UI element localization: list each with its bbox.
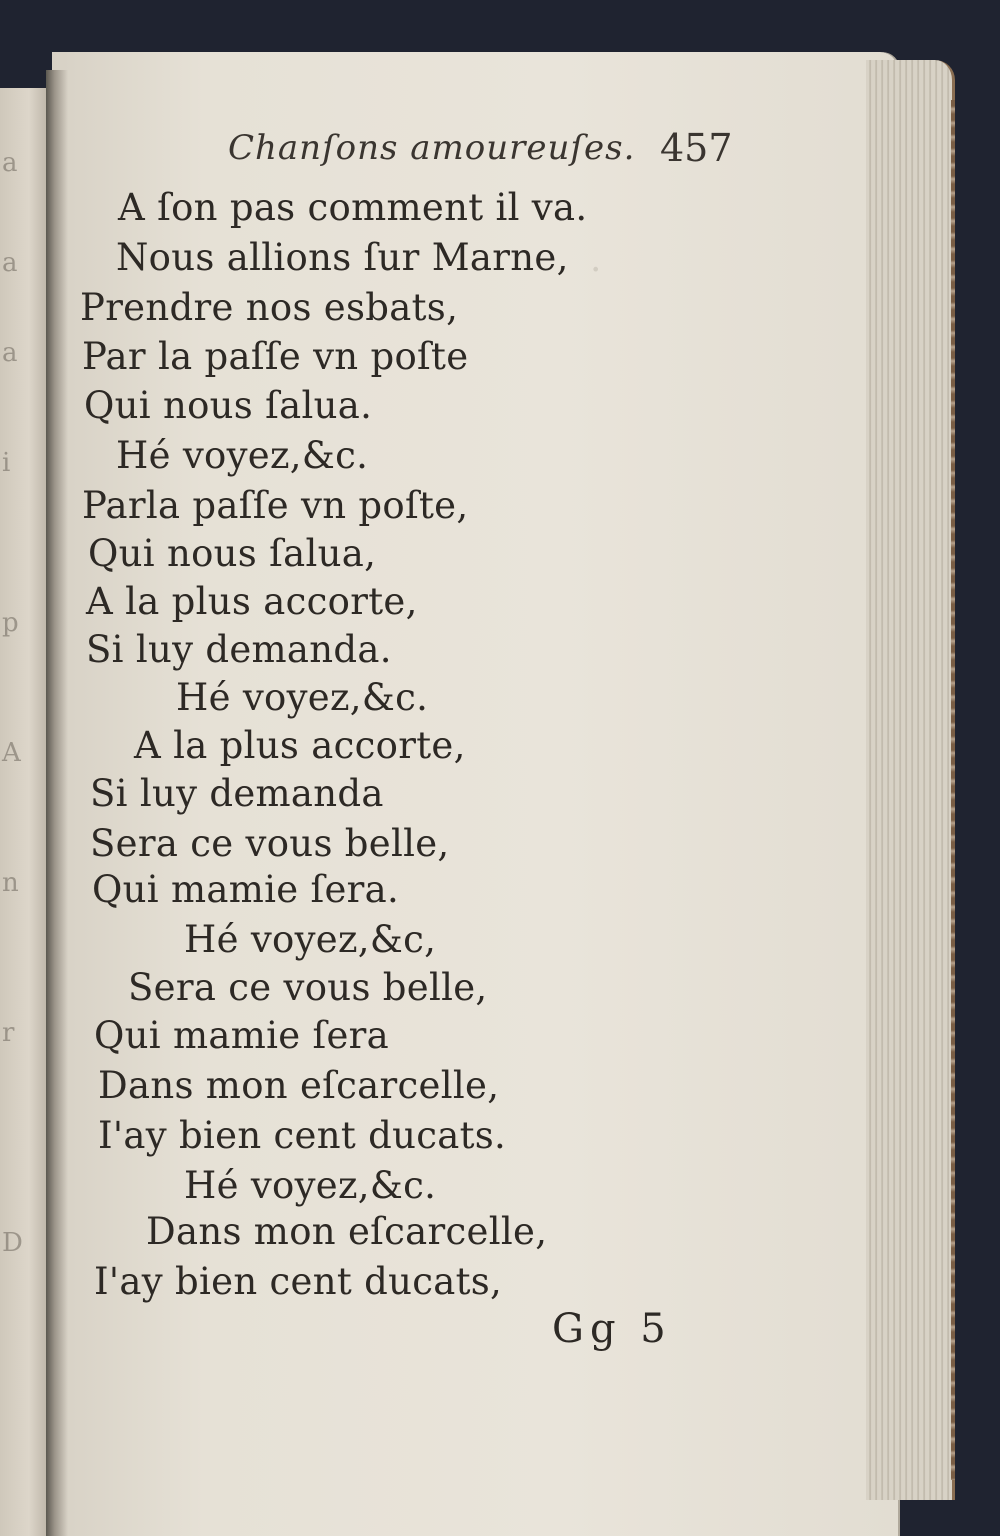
verse-line: Dans mon eſcarcelle,: [98, 1064, 500, 1107]
verse-line: A la plus accorte,: [134, 724, 466, 767]
verse-line: Hé voyez,&c.: [176, 676, 429, 719]
facing-page-fragment: i: [2, 448, 11, 478]
facing-page-fragment: a: [2, 248, 18, 278]
show-through-text: ·: [590, 250, 602, 291]
verse-line: Sera ce vous belle,: [128, 966, 488, 1009]
verse-line: A la plus accorte,: [86, 580, 418, 623]
gutter-shadow: [46, 70, 68, 1536]
facing-page-fragment: D: [2, 1228, 23, 1258]
page-number: 457: [660, 126, 733, 170]
verse-line: I'ay bien cent ducats.: [98, 1114, 507, 1157]
verse-line: Hé voyez,&c.: [116, 434, 369, 477]
verse-line: Dans mon eſcarcelle,: [146, 1210, 548, 1253]
verse-line: I'ay bien cent ducats,: [94, 1260, 503, 1303]
running-head: Chanſons amoureuſes.: [228, 128, 636, 168]
verse-line: Qui nous ſalua.: [84, 384, 373, 427]
facing-page-fragment: n: [2, 868, 19, 898]
verse-line: Hé voyez,&c,: [184, 918, 437, 961]
verse-line: Prendre nos esbats,: [80, 286, 459, 329]
verse-line: Si luy demanda: [90, 772, 384, 815]
verse-line: Qui nous ſalua,: [88, 532, 377, 575]
facing-page-fragment: r: [2, 1018, 15, 1048]
verse-line: Hé voyez,&c.: [184, 1164, 437, 1207]
verse-line: Qui mamie ſera: [94, 1014, 390, 1057]
facing-page-fragment: a: [2, 148, 18, 178]
facing-page-fragment: A: [2, 738, 21, 768]
verse-line: Si luy demanda.: [86, 628, 392, 671]
facing-page-edge: [0, 88, 50, 1536]
facing-page-fragment: p: [2, 608, 19, 638]
verse-line: A ſon pas comment il va.: [118, 186, 588, 229]
facing-page-fragment: a: [2, 338, 18, 368]
verse-line: Qui mamie ſera.: [92, 868, 400, 911]
verse-line: Sera ce vous belle,: [90, 822, 450, 865]
verse-line: Par la paſſe vn poſte: [82, 335, 469, 378]
signature-mark: Gg 5: [552, 1306, 672, 1352]
verse-line: Parla paſſe vn poſte,: [82, 484, 469, 527]
page-edges: [866, 60, 955, 1500]
verse-line: Nous allions ſur Marne,: [116, 236, 569, 279]
